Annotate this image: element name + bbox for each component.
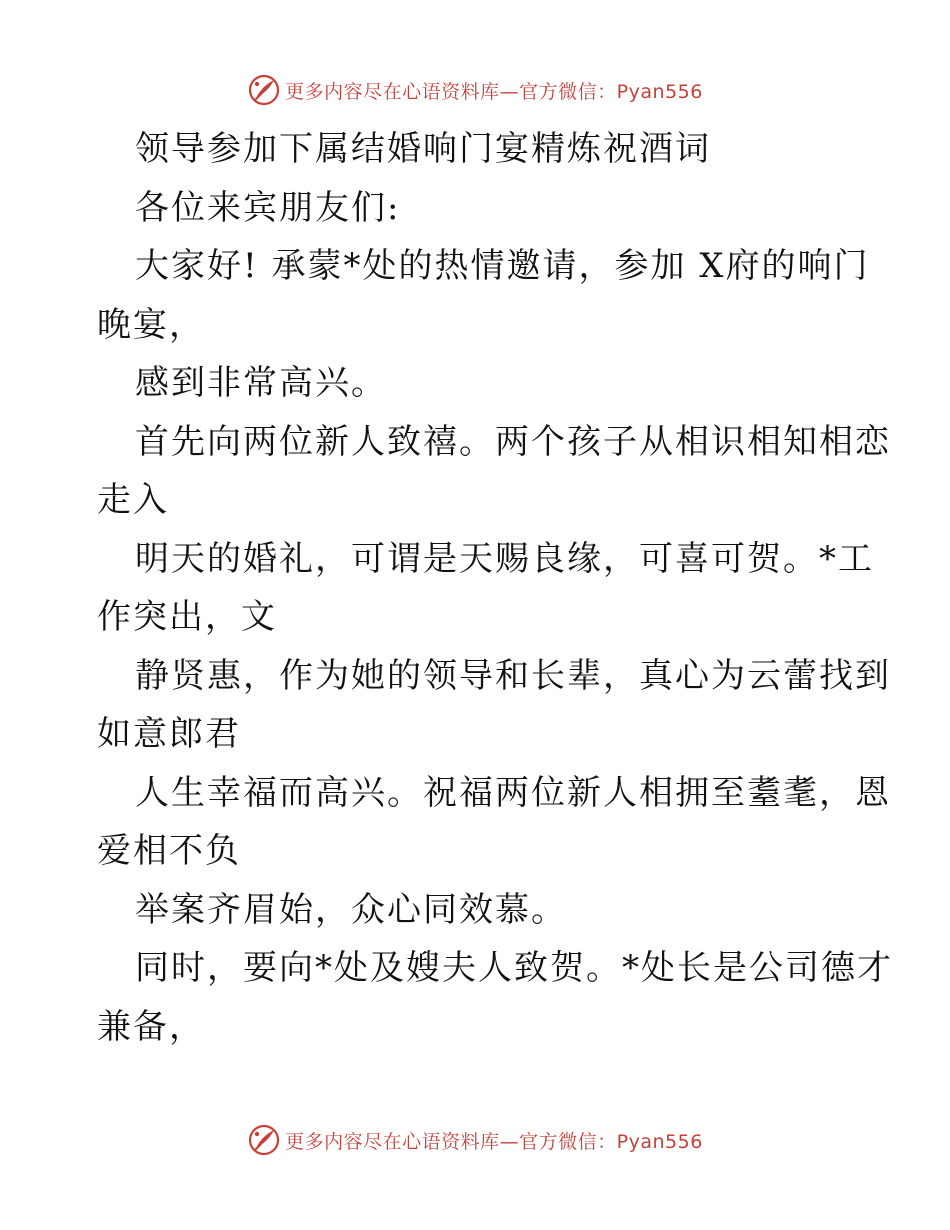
paragraph-line: 首先向两位新人致禧。两个孩子从相识相知相恋 [135, 421, 891, 462]
document-body [97, 120, 893, 1056]
paragraph-line: 走入 [97, 480, 169, 520]
paragraph-line: 爱相不负 [97, 831, 241, 871]
quill-feather-logo-icon [247, 73, 281, 107]
quill-feather-logo-icon [247, 1123, 281, 1157]
paragraph-line: 各位来宾朋友们: [135, 187, 401, 228]
paragraph-line: 如意郎君 [97, 714, 241, 754]
paragraph-line: 大家好! 承蒙*处的热情邀请，参加 X府的响门 [135, 246, 870, 286]
paragraph-line: 静贤惠，作为她的领导和长辈，真心为云蕾找到 [135, 655, 891, 696]
footer-banner [0, 1120, 950, 1160]
paragraph-line: 人生幸福而高兴。祝福两位新人相拥至耋耄，恩 [135, 772, 891, 813]
footer-banner-text: 更多内容尽在心语资料库—官方微信：Pyan556 [285, 1130, 703, 1153]
paragraph-line: 领导参加下属结婚响门宴精炼祝酒词 [135, 129, 711, 169]
paragraph-line: 举案齐眉始，众心同效慕。 [135, 889, 567, 930]
paragraph-line: 作突出，文 [97, 597, 277, 637]
paragraph-line: 感到非常高兴。 [135, 363, 387, 403]
paragraph-line: 同时，要向*处及嫂夫人致贺。*处长是公司德才 [135, 948, 893, 988]
paragraph-line: 兼备， [97, 1006, 205, 1047]
paragraph-line: 明天的婚礼，可谓是天赐良缘，可喜可贺。*工 [135, 538, 874, 579]
header-banner [0, 70, 950, 110]
header-banner-text: 更多内容尽在心语资料库—官方微信：Pyan556 [285, 80, 703, 103]
paragraph-line: 晚宴， [97, 304, 205, 345]
